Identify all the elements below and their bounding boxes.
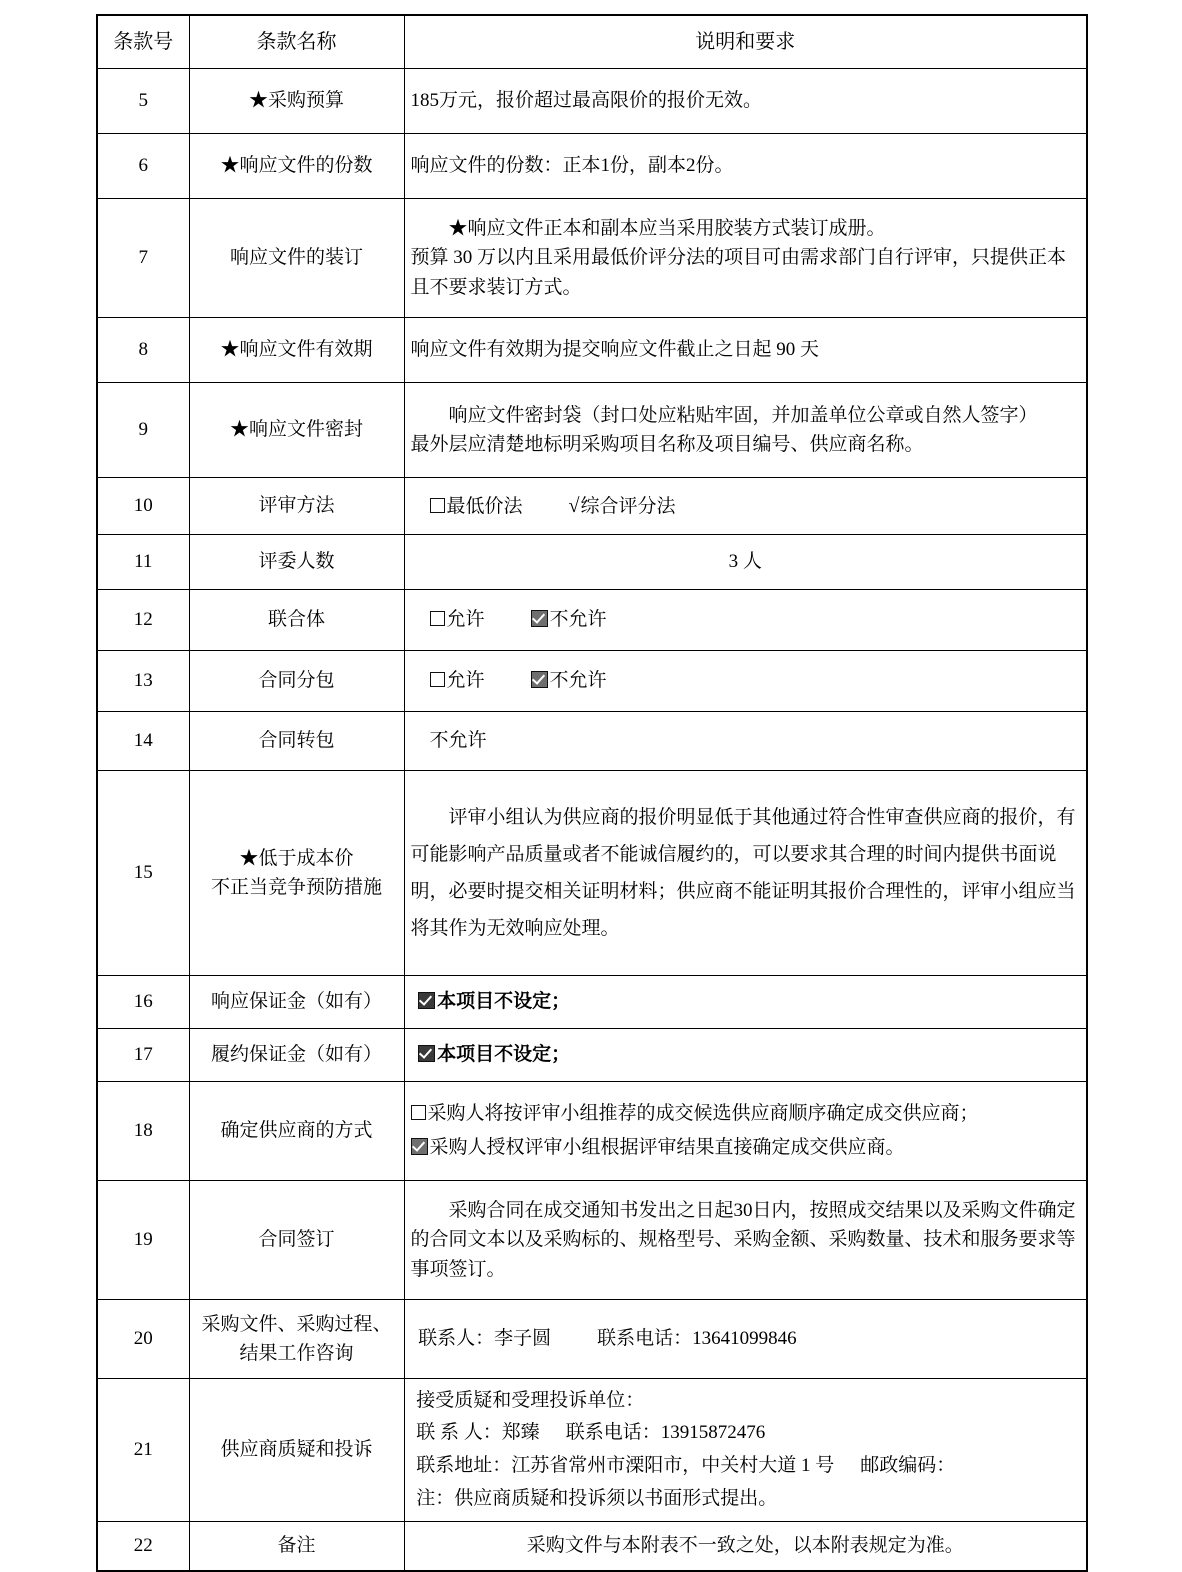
- option-label-not-allow: 不允许: [549, 609, 607, 631]
- row-name: 合同签订: [189, 1181, 404, 1300]
- row-desc-text: 评审小组认为供应商的报价明显低于其他通过符合性审查供应商的报价，有可能影响产品质量或者不能诚信履约的，可以要求其合理的时间内提供书面说明，必要时提交相关证明材料；供应商不能证明其报价合理性的，评审小组应当将其作为无效响应处理。: [410, 806, 1076, 940]
- row-desc: [404, 976, 1087, 1029]
- option-label-comprehensive: 综合评分法: [580, 495, 676, 517]
- row-desc: [404, 383, 1087, 478]
- checkbox-checked-icon[interactable]: [418, 992, 435, 1009]
- row-name-line-2: 结果工作咨询: [239, 1343, 354, 1364]
- row-name-line-1: ★低于成本价: [239, 847, 354, 869]
- row-desc: [404, 478, 1087, 535]
- row-no: 11: [97, 535, 189, 590]
- row-no: 19: [97, 1181, 189, 1300]
- complaint-contact-label: 联 系 人：: [416, 1422, 502, 1444]
- row-name: ★响应文件密封: [189, 383, 404, 478]
- complaint-phone-label: 联系电话：: [565, 1422, 661, 1444]
- option-label-not-allow: 不允许: [549, 670, 607, 692]
- row-name: 联合体: [189, 590, 404, 651]
- option-label-allow: 允许: [446, 609, 485, 631]
- row-no: 8: [97, 318, 189, 383]
- row-desc-text: 不允许: [429, 730, 487, 752]
- row-no: 10: [97, 478, 189, 535]
- option-label-not-set: 本项目不设定；: [437, 1044, 571, 1066]
- table-row: [97, 1082, 1087, 1181]
- row-no: 14: [97, 712, 189, 771]
- option-label-allow: 允许: [446, 670, 485, 692]
- complaint-line-2: [411, 1417, 1081, 1450]
- row-name: ★响应文件的份数: [189, 134, 404, 199]
- row-name: 合同转包: [189, 712, 404, 771]
- table-row: [97, 383, 1087, 478]
- header-cell-no: 条款号: [97, 15, 189, 69]
- table-row: [97, 478, 1087, 535]
- row-name: 响应保证金（如有）: [189, 976, 404, 1029]
- row-desc: [404, 1379, 1087, 1522]
- option-label-lowest-price: 最低价法: [446, 495, 523, 517]
- table-row: [97, 69, 1087, 134]
- row-desc: 响应文件有效期为提交响应文件截止之日起 90 天: [404, 318, 1087, 383]
- complaint-contact-name: 郑臻: [501, 1422, 540, 1444]
- row-desc: [404, 712, 1087, 771]
- row-desc: [404, 1300, 1087, 1379]
- check-mark-icon: √: [568, 494, 580, 517]
- row-no: 7: [97, 199, 189, 318]
- option-label-authorize-panel: 采购人授权评审小组根据评审结果直接确定成交供应商。: [429, 1137, 905, 1158]
- row-desc: [404, 1029, 1087, 1082]
- row-no: 16: [97, 976, 189, 1029]
- complaint-line-3: [411, 1450, 1081, 1483]
- checkbox-checked-icon[interactable]: [531, 610, 548, 627]
- checkbox-checked-icon[interactable]: [418, 1045, 435, 1062]
- row-no: 20: [97, 1300, 189, 1379]
- row-desc: [404, 199, 1087, 318]
- complaint-postal-label: 邮政编码：: [860, 1455, 956, 1476]
- checkbox-unchecked-icon[interactable]: [430, 672, 445, 687]
- complaint-phone-value: 13915872476: [660, 1422, 766, 1444]
- checkbox-unchecked-icon[interactable]: [430, 498, 445, 513]
- contact-name: 李子圆: [494, 1328, 552, 1350]
- row-desc: 3 人: [404, 535, 1087, 590]
- row-desc: [404, 1082, 1087, 1181]
- table-row: [97, 590, 1087, 651]
- row-name: 评委人数: [189, 535, 404, 590]
- row-desc: 响应文件的份数：正本1份，副本2份。: [404, 134, 1087, 199]
- option-row-authorize: [411, 1131, 1081, 1165]
- table-row: [97, 1300, 1087, 1379]
- row-no: 6: [97, 134, 189, 199]
- contact-label: 联系人：: [418, 1328, 495, 1350]
- row-desc: 185万元，报价超过最高限价的报价无效。: [404, 69, 1087, 134]
- row-desc-line-1: ★响应文件正本和副本应当采用胶装方式装订成册。: [448, 217, 886, 239]
- row-name: [189, 1300, 404, 1379]
- row-desc-line-2: 最外层应清楚地标明采购项目名称及项目编号、供应商名称。: [410, 434, 924, 455]
- row-desc-text: 采购合同在成交通知书发出之日起30日内，按照成交结果以及采购文件确定的合同文本以及采购标的、规格型号、采购金额、采购数量、技术和服务要求等事项签订。: [410, 1199, 1076, 1280]
- row-name-line-1: 采购文件、采购过程、: [201, 1313, 392, 1335]
- row-desc: [404, 590, 1087, 651]
- table-row: [97, 134, 1087, 199]
- table-header-row: [97, 15, 1087, 69]
- complaint-line-1: 接受质疑和受理投诉单位：: [416, 1389, 645, 1411]
- header-cell-desc: 说明和要求: [404, 15, 1087, 69]
- row-name: 履约保证金（如有）: [189, 1029, 404, 1082]
- complaint-address-label: 联系地址：: [416, 1455, 512, 1476]
- row-name: 合同分包: [189, 651, 404, 712]
- row-no: 21: [97, 1379, 189, 1522]
- row-desc: [404, 651, 1087, 712]
- row-no: 9: [97, 383, 189, 478]
- table-row: [97, 535, 1087, 590]
- checkbox-checked-icon[interactable]: [411, 1138, 428, 1155]
- complaint-line-4: 注：供应商质疑和投诉须以书面形式提出。: [416, 1487, 778, 1509]
- row-no: 13: [97, 651, 189, 712]
- row-name: [189, 771, 404, 976]
- checkbox-unchecked-icon[interactable]: [430, 611, 445, 626]
- row-name: 供应商质疑和投诉: [189, 1379, 404, 1522]
- complaint-address-value: 江苏省常州市溧阳市，中关村大道 1 号: [511, 1455, 835, 1476]
- table-row: [97, 1181, 1087, 1300]
- row-no: 22: [97, 1522, 189, 1572]
- table-row: [97, 1522, 1087, 1572]
- row-no: 15: [97, 771, 189, 976]
- table-row: [97, 1379, 1087, 1522]
- table-row: [97, 199, 1087, 318]
- table-row: [97, 318, 1087, 383]
- row-desc-line-2: 预算 30 万以内且采用最低价评分法的项目可由需求部门自行评审，只提供正本且不要求装订方式。: [410, 247, 1067, 298]
- option-row-recommend: [411, 1097, 1081, 1131]
- row-name: 响应文件的装订: [189, 199, 404, 318]
- phone-label: 联系电话：: [597, 1328, 693, 1350]
- row-name: 评审方法: [189, 478, 404, 535]
- row-no: 17: [97, 1029, 189, 1082]
- table-row: [97, 976, 1087, 1029]
- checkbox-unchecked-icon[interactable]: [411, 1105, 426, 1120]
- table-row: [97, 651, 1087, 712]
- row-name: ★采购预算: [189, 69, 404, 134]
- row-name: 确定供应商的方式: [189, 1082, 404, 1181]
- table-row: [97, 1029, 1087, 1082]
- header-cell-name: 条款名称: [189, 15, 404, 69]
- procurement-terms-table: [96, 14, 1088, 1572]
- checkbox-checked-icon[interactable]: [531, 671, 548, 688]
- table-row: [97, 712, 1087, 771]
- row-desc: 采购文件与本附表不一致之处，以本附表规定为准。: [404, 1522, 1087, 1572]
- table-row: [97, 771, 1087, 976]
- row-desc: [404, 771, 1087, 976]
- row-no: 18: [97, 1082, 189, 1181]
- row-desc: [404, 1181, 1087, 1300]
- option-label-recommend-order: 采购人将按评审小组推荐的成交候选供应商顺序确定成交供应商；: [427, 1102, 979, 1124]
- row-no: 5: [97, 69, 189, 134]
- row-name: 备注: [189, 1522, 404, 1572]
- row-desc-line-1: 响应文件密封袋（封口处应粘贴牢固，并加盖单位公章或自然人签字）: [448, 404, 1038, 426]
- phone-value: 13641099846: [692, 1328, 797, 1350]
- row-name-line-2: 不正当竞争预防措施: [210, 877, 382, 898]
- option-label-not-set: 本项目不设定；: [437, 991, 571, 1013]
- row-no: 12: [97, 590, 189, 651]
- row-name: ★响应文件有效期: [189, 318, 404, 383]
